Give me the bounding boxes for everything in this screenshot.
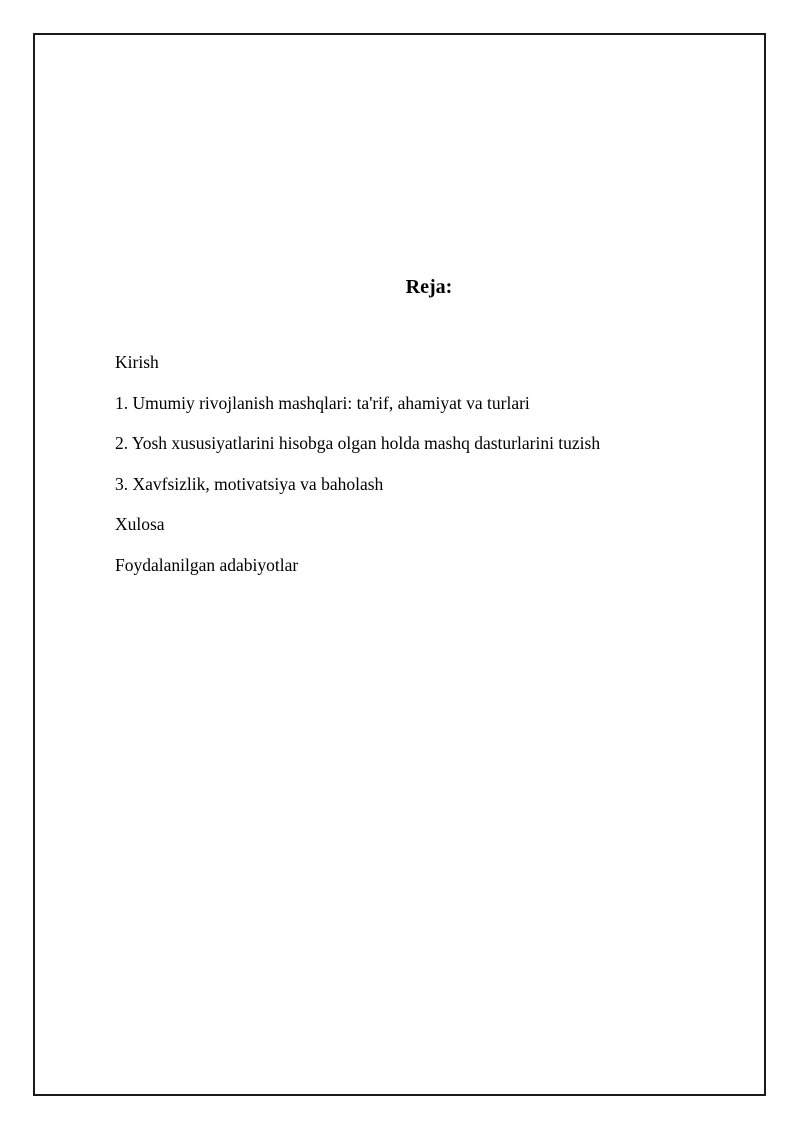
toc-item-references: Foydalanilgan adabiyotlar (115, 554, 299, 575)
table-of-contents (115, 351, 600, 594)
page-title: Reja: (405, 276, 453, 298)
toc-item-chapter-1: 1. Umumiy rivojlanish mashqlari: ta'rif, ahamiyat va turlari (115, 392, 530, 413)
toc-item-chapter-2: 2. Yosh xususiyatlarini hisobga olgan holda mashq dasturlarini tuzish (115, 433, 601, 453)
toc-item-chapter-3: 3. Xavfsizlik, motivatsiya va baholash (115, 473, 384, 494)
toc-item-conclusion: Xulosa (115, 514, 165, 534)
toc-item-introduction: Kirish (115, 352, 159, 372)
